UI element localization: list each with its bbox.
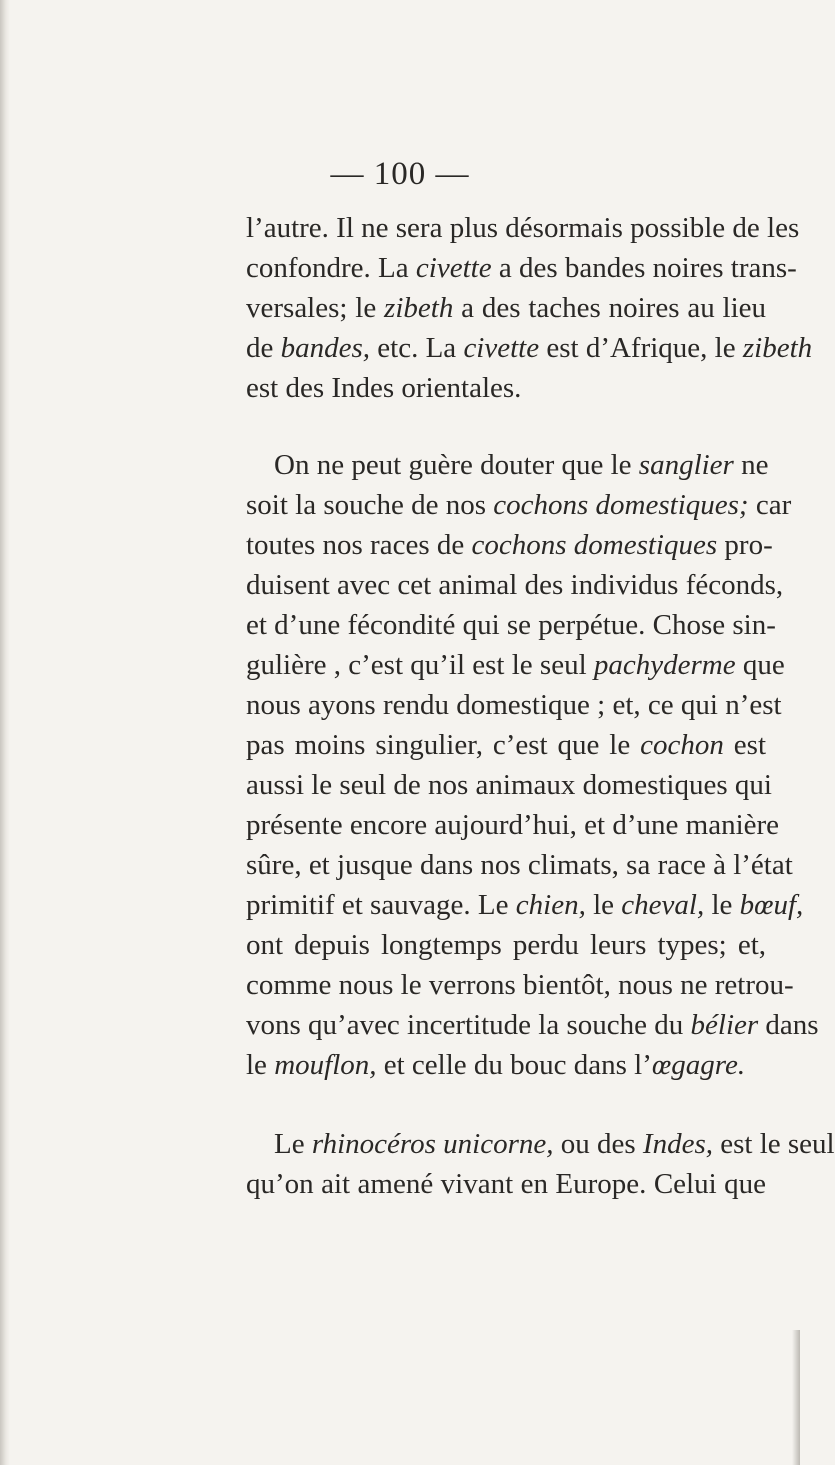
italic-term: bœuf, (739, 889, 804, 921)
text-line (246, 1005, 819, 1045)
paragraph-1 (246, 208, 813, 408)
text-line (246, 525, 773, 565)
text-run: nous ayons rendu domestique ; et, ce qui n’est (246, 689, 782, 721)
text-run: est (723, 729, 766, 761)
text-run: est d’Afrique, le (539, 332, 743, 364)
text-line (246, 1045, 766, 1085)
text-run: versales; le (246, 292, 385, 324)
text-line (246, 1164, 766, 1204)
text-run: et celle du bouc dans l’ (376, 1049, 652, 1081)
text-line (246, 645, 785, 685)
italic-term: œgagre. (651, 1049, 746, 1081)
italic-term: zibeth (742, 332, 813, 364)
text-line (246, 368, 766, 408)
italic-term: bandes, (280, 332, 371, 364)
text-line (246, 845, 793, 885)
italic-term: sanglier (638, 449, 734, 481)
italic-term: mouflon, (274, 1049, 377, 1081)
text-line (246, 685, 782, 725)
text-run: pro- (717, 529, 773, 561)
italic-term: cochon (640, 729, 724, 761)
text-run: confondre. La (246, 252, 416, 284)
italic-term: cochons domestiques; (493, 489, 749, 521)
text-line (246, 328, 813, 368)
text-run: que (735, 649, 785, 681)
text-line (246, 485, 792, 525)
italic-term: cheval, (621, 889, 705, 921)
italic-term: bélier (690, 1009, 759, 1041)
page-edge-shadow-right (792, 1330, 800, 1465)
paragraph-text (246, 208, 813, 408)
italic-term: civette (415, 252, 492, 284)
text-run: ne (733, 449, 769, 481)
text-run: le (246, 1049, 275, 1081)
text-run: ou des (553, 1128, 643, 1160)
text-run: présente encore aujourd’hui, et d’une manière (246, 809, 780, 841)
paragraph-2 (246, 445, 819, 1085)
text-line (246, 1124, 835, 1164)
paragraph-text (246, 445, 819, 1085)
text-run: et d’une fécondité qui se perpétue. Chose sin- (246, 609, 776, 641)
text-run: vons qu’avec incertitude la souche du (246, 1009, 691, 1041)
italic-term: cochons domestiques (471, 529, 718, 561)
text-run: Le (274, 1128, 312, 1160)
text-run: dans (758, 1009, 819, 1041)
text-run: l’autre. Il ne sera plus désormais possible de les (246, 212, 800, 244)
text-run: pas moins singulier, c’est que le (246, 729, 641, 761)
text-line (246, 248, 797, 288)
text-run: a des bandes noires trans- (491, 252, 797, 284)
text-run: duisent avec cet animal des individus féconds, (246, 569, 784, 601)
text-run: comme nous le verrons bientôt, nous ne retrou- (246, 969, 794, 1001)
italic-term: chien, (515, 889, 586, 921)
text-line (246, 288, 766, 328)
text-line (246, 885, 804, 925)
text-run: a des taches noires au lieu (453, 292, 767, 324)
italic-term: Indes, (642, 1128, 713, 1160)
text-run: le (704, 889, 740, 921)
text-run: est des Indes orientales. (246, 372, 522, 404)
text-run: soit la souche de nos (246, 489, 494, 521)
italic-term: zibeth (384, 292, 454, 324)
italic-term: pachyderme (593, 649, 736, 681)
text-line (246, 565, 784, 605)
page-number: — 100 — (330, 156, 470, 192)
text-run: aussi le seul de nos animaux domestiques qui (246, 769, 772, 801)
text-line (246, 208, 800, 248)
text-run: de (246, 332, 281, 364)
italic-term: civette (463, 332, 540, 364)
text-line (246, 925, 766, 965)
text-line (246, 965, 794, 1005)
text-run: sûre, et jusque dans nos climats, sa race à l’état (246, 849, 793, 881)
page-edge-shadow (0, 0, 10, 1465)
text-run: etc. La (370, 332, 464, 364)
text-line (246, 805, 780, 845)
paragraph-3 (246, 1124, 835, 1204)
text-run: toutes nos races de (246, 529, 472, 561)
text-run: primitif et sauvage. Le (246, 889, 516, 921)
text-run: le (585, 889, 622, 921)
text-run: car (748, 489, 792, 521)
text-run: ont depuis longtemps perdu leurs types; et, (246, 929, 766, 961)
paragraph-text (246, 1124, 835, 1204)
italic-term: rhinocéros unicorne, (311, 1128, 554, 1160)
text-line (246, 605, 776, 645)
text-line (246, 765, 772, 805)
text-run: qu’on ait amené vivant en Europe. Celui que (246, 1168, 766, 1200)
text-line (246, 445, 769, 485)
text-run: gulière , c’est qu’il est le seul (246, 649, 594, 681)
text-run: On ne peut guère douter que le (274, 449, 639, 481)
text-run: est le seul (713, 1128, 835, 1160)
text-line (246, 725, 766, 765)
